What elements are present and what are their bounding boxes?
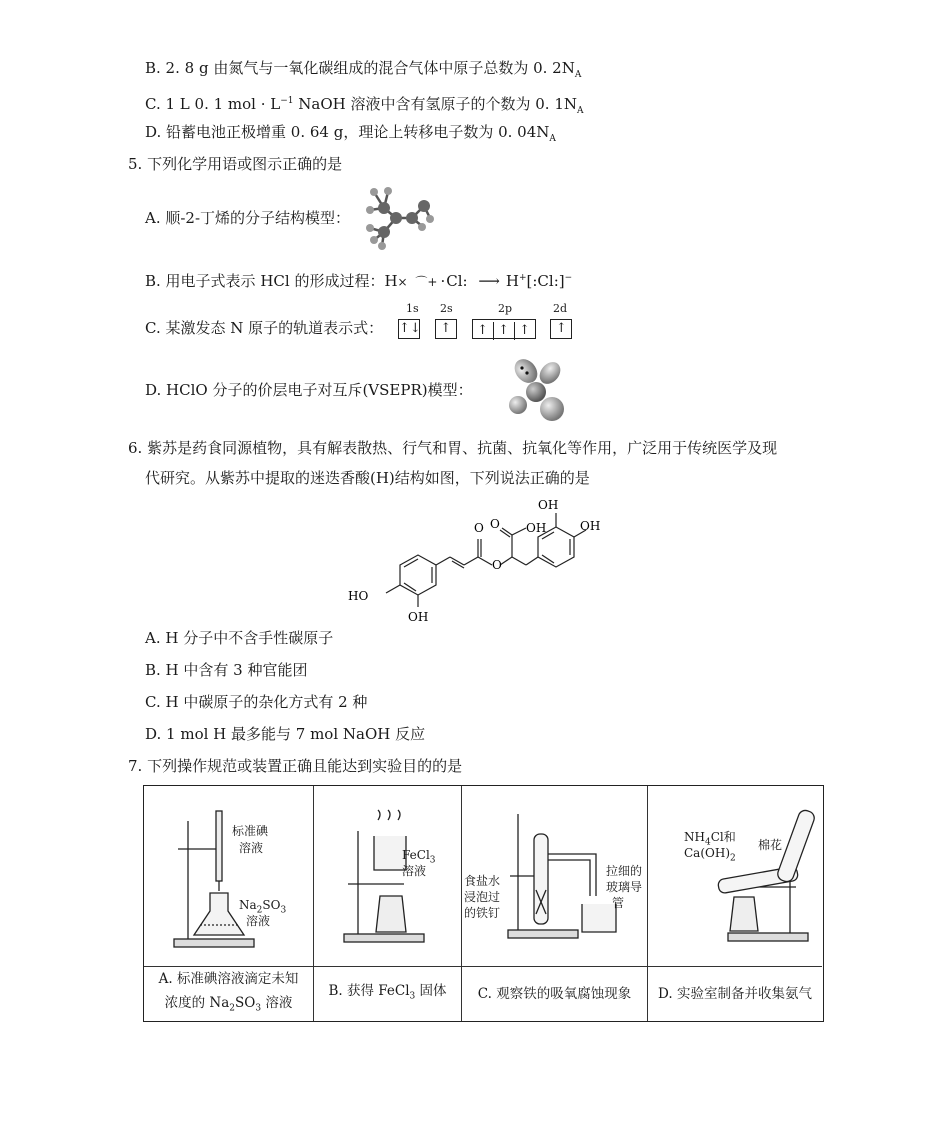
struct-oh-bottom: OH: [408, 610, 429, 624]
orbital-label-2p: 2p: [498, 302, 513, 315]
q7-apparatus-table: [143, 785, 824, 1022]
q6-option-d: D. 1 mol H 最多能与 7 mol NaOH 反应: [145, 725, 426, 743]
label-tube: 管: [612, 896, 625, 910]
struct-ho-left: HO: [348, 589, 369, 603]
rosmarinic-acid-structure: [340, 495, 610, 630]
titration-apparatus-drawing: [164, 801, 294, 961]
label-na2so3-solution: 溶液: [246, 914, 271, 928]
q7-cell-a: [144, 786, 314, 1021]
q5-option-a: A. 顺-2-丁烯的分子结构模型：: [145, 209, 351, 227]
orbital-label-2s: 2s: [440, 302, 453, 315]
orbital-diagram: [398, 302, 598, 342]
struct-o-carbonyl: O: [490, 517, 500, 531]
struct-oh-right: OH: [580, 519, 601, 533]
orbital-label-2d: 2d: [553, 302, 568, 315]
q7-stem: 7. 下列操作规范或装置正确且能达到实验目的的是: [128, 757, 463, 775]
label-na2so3: $Na_2SO_3$: [239, 898, 287, 916]
q5-option-b: B. 用电子式表示 HCl 的形成过程：H× ⌒+ ·Cl: ⟶ H+[:Cl:]−: [145, 272, 573, 290]
q5-option-c: C. 某激发态 N 原子的轨道表示式：: [145, 319, 384, 337]
corrosion-apparatus-drawing: [500, 804, 643, 954]
q7-cell-d: [648, 786, 822, 1021]
q5-stem: 5. 下列化学用语或图示正确的是: [128, 155, 343, 173]
label-saltwater: 食盐水: [464, 874, 501, 888]
q7-caption-a: A. 标准碘溶液滴定未知 浓度的 $Na_2SO_3$ 溶液: [144, 966, 313, 1021]
label-fecl3: FeCl$_3$: [402, 848, 436, 866]
q7-caption-b: B. 获得 FeCl$_3$ 固体: [314, 966, 461, 1021]
q6-option-c: C. H 中碳原子的杂化方式有 2 种: [145, 693, 368, 711]
q6-option-b: B. H 中含有 3 种官能团: [145, 661, 308, 679]
q6-stem-line2: 代研究。从紫苏中提取的迷迭香酸(H)结构如图，下列说法正确的是: [145, 469, 590, 487]
struct-o-carbonyl-left: O: [474, 521, 484, 535]
q4-option-b: B. 2. 8 g 由氮气与一氧化碳组成的混合气体中原子总数为 0. $2N_A$: [145, 59, 582, 80]
label-drawn-thin: 拉细的: [606, 864, 643, 878]
evaporation-apparatus-drawing: [334, 806, 444, 956]
label-caoh2: $Ca(OH)_2$: [684, 846, 736, 864]
orbital-box-2d: ↑: [550, 319, 572, 339]
q6-option-a: A. H 分子中不含手性碳原子: [145, 629, 334, 647]
struct-oh-acid: OH: [526, 521, 547, 535]
q6-stem-line1: 6. 紫苏是药食同源植物，具有解表散热、行气和胃、抗菌、抗氧化等作用，广泛用于传统医学及现: [128, 439, 778, 457]
label-glass-guide: 玻璃导: [606, 880, 643, 894]
butene-ball-model: [360, 180, 440, 250]
label-iodine-solution: 溶液: [239, 841, 264, 855]
label-iron-nail: 的铁钉: [464, 906, 501, 920]
struct-o-ester: O: [492, 558, 502, 572]
orbital-box-1s: ↑↓: [398, 319, 420, 339]
label-nh4cl: $NH_4Cl$和: [684, 830, 736, 848]
q7-caption-d: D. 实验室制备并收集氨气: [648, 966, 822, 1021]
struct-oh-top: OH: [538, 498, 559, 512]
q4-option-c: C. 1 L 0. 1 mol · $L^{-1}$ NaOH 溶液中含有氢原子的个数为 0. $1N_A$: [145, 95, 584, 116]
label-fecl3-solution: 溶液: [402, 864, 427, 878]
q7-cell-b: [314, 786, 462, 1021]
orbital-box-2s: ↑: [435, 319, 457, 339]
orbital-box-2p: ↑ ↑ ↑: [472, 319, 536, 339]
label-iodine-std: 标准碘: [232, 824, 269, 838]
hclo-vsepr-model: [500, 355, 570, 425]
ammonia-apparatus-drawing: [678, 801, 818, 961]
q7-caption-c: C. 观察铁的吸氧腐蚀现象: [462, 966, 647, 1021]
orbital-label-1s: 1s: [406, 302, 419, 315]
label-cotton: 棉花: [758, 838, 783, 852]
q4-option-d: D. 铅蓄电池正极增重 0. 64 g，理论上转移电子数为 0. $04N_A$: [145, 123, 556, 144]
q7-cell-c: [462, 786, 648, 1021]
q5-option-d: D. HClO 分子的价层电子对互斥(VSEPR)模型：: [145, 381, 473, 399]
label-soaked: 浸泡过: [464, 890, 501, 904]
